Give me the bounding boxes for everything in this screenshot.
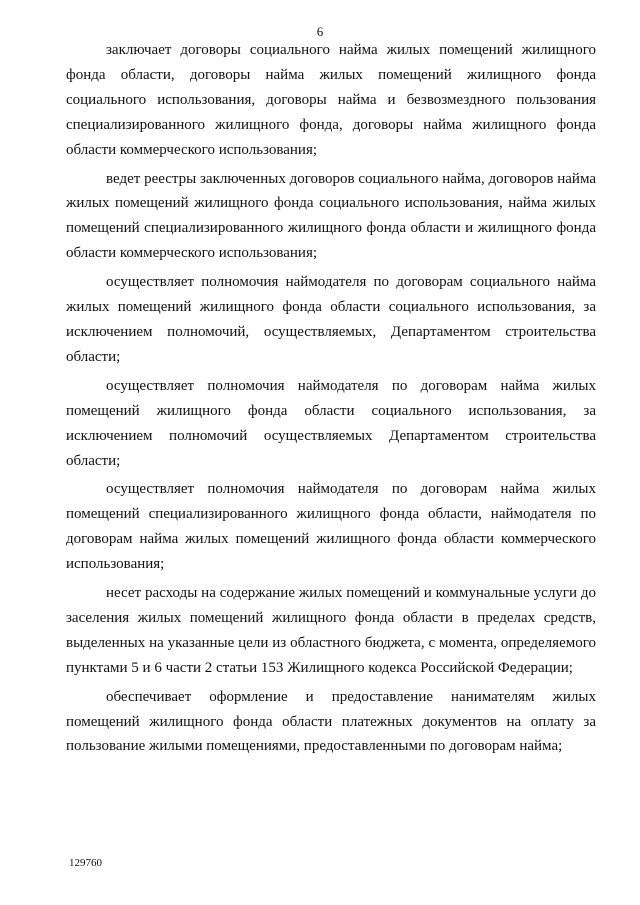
paragraph-maintenance-costs: несет расходы на содержание жилых помещений и коммунальные услуги до заселения жилых помещений жилищного фонда области в пределах средств, выделенных на указанные цели из областного бюджета, с момента, определяемого пунктами 5 и 6 части 2 статьи 153 Жилищного кодекса Российской Федерации;	[66, 585, 596, 676]
paragraph-social-lease-powers: осуществляет полномочия наймодателя по договорам социального найма жилых помещений жилищного фонда области социального использования, за исключением полномочий, осуществляемых, Департаментом строительства области;	[66, 274, 596, 365]
paragraph-contracts: заключает договоры социального найма жилых помещений жилищного фонда области, договоры найма жилых помещений жилищного фонда социального использования, договоры найма и безвозмездного пользования специализированного жилищного фонда, договоры найма жилищного фонда области коммерческого использования;	[66, 42, 596, 158]
paragraph-payment-documents: обеспечивает оформление и предоставление нанимателям жилых помещений жилищного фонда области платежных документов на оплату за пользование жилыми помещениями, предоставленными по договорам найма;	[66, 688, 596, 755]
paragraph-lease-powers: осуществляет полномочия наймодателя по договорам найма жилых помещений жилищного фонда области социального использования, за исключением полномочий осуществляемых Департаментом строительства области;	[66, 377, 596, 469]
page-number: 6	[316, 24, 324, 39]
document-code: 129760	[69, 857, 102, 869]
document-body	[66, 38, 596, 763]
paragraph-registers: ведет реестры заключенных договоров социального найма, договоров найма жилых помещений жилищного фонда социального использования, найма жилых помещений специализированного жилищного фонда области и жилищного фонда области коммерческого использования;	[66, 170, 596, 262]
paragraph-specialized-fund-powers: осуществляет полномочия наймодателя по договорам найма жилых помещений специализированного жилищного фонда области, наймодателя по договорам найма жилых помещений жилищного фонда области коммерческого использования;	[66, 481, 596, 573]
